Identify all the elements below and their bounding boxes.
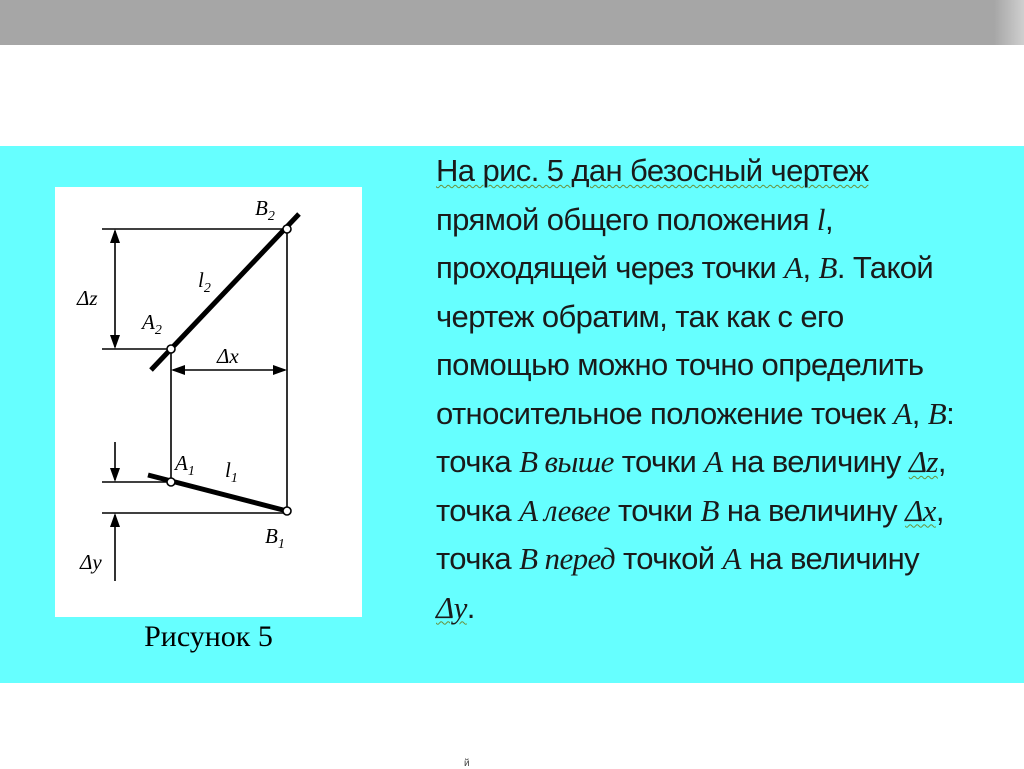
dy-arrow-top xyxy=(110,468,120,482)
projection-drawing xyxy=(55,187,362,617)
text-line-1: На рис. 5 дан безосный чертеж xyxy=(436,153,869,188)
label-dz: Δz xyxy=(77,286,98,310)
text-line-9: точка B перед точкой A на величину xyxy=(436,541,920,576)
point-a2 xyxy=(167,345,175,353)
dz-arrow-top xyxy=(110,229,120,243)
point-b2 xyxy=(283,225,291,233)
point-a1 xyxy=(167,478,175,486)
dx-arrow-right xyxy=(273,365,287,375)
label-dy: Δy xyxy=(80,550,102,574)
figure-box xyxy=(55,187,362,617)
label-dx: Δx xyxy=(217,344,239,368)
dz-arrow-bottom xyxy=(110,335,120,349)
dx-arrow-left xyxy=(171,365,185,375)
point-b1 xyxy=(283,507,291,515)
text-line-7: точка B выше точки A на величину Δz, xyxy=(436,444,946,479)
bottom-mark: й xyxy=(464,758,470,769)
label-a1: $A_1$ xyxy=(175,451,195,479)
label-a2: $A_2$ xyxy=(142,310,162,338)
text-line-3: проходящей через точки A, B. Такой xyxy=(436,250,934,285)
text-line-10: Δy. xyxy=(436,589,475,625)
label-b1: $B_1$ xyxy=(265,524,285,552)
body-text xyxy=(436,147,1016,632)
text-line-4: чертеж обратим, так как с его xyxy=(436,298,844,334)
label-l1: $l_1$ xyxy=(225,458,238,486)
label-l2: $l_2$ xyxy=(198,268,211,296)
label-b2: $B_2$ xyxy=(255,196,275,224)
text-line-6: относительное положение точек A, B: xyxy=(436,395,955,431)
text-line-5: помощью можно точно определить xyxy=(436,347,924,382)
figure-caption: Рисунок 5 xyxy=(144,620,273,653)
text-line-8: точка A левее точки B на величину Δx, xyxy=(436,492,944,528)
top-bar xyxy=(0,0,1024,45)
text-line-2: прямой общего положения l, xyxy=(436,201,833,237)
dy-arrow-bottom xyxy=(110,513,120,527)
top-bar-corner xyxy=(994,0,1024,45)
